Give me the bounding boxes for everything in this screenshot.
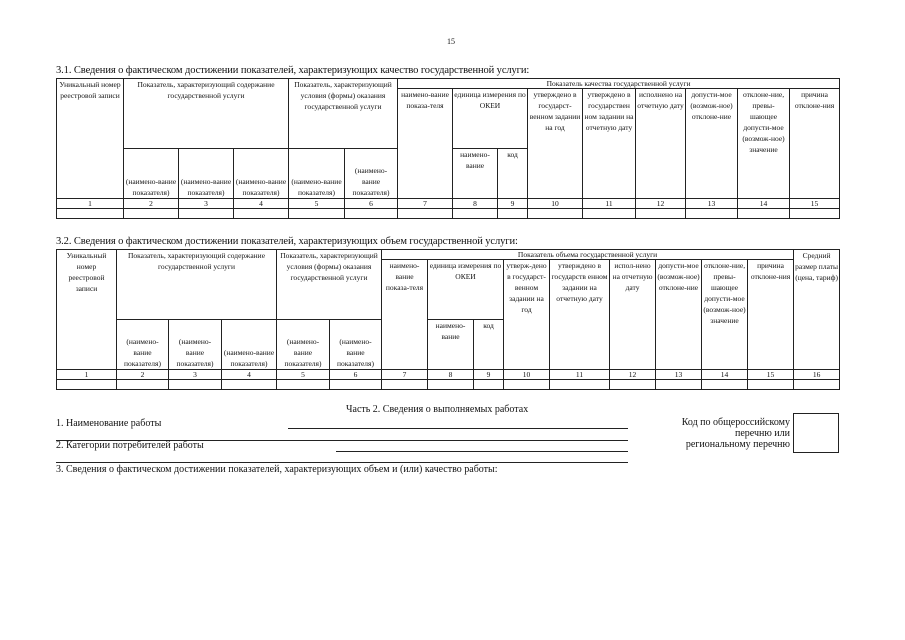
col-exceeding-deviation: отклоне-ние, превы-шающее допусти-мое (возмож-ное) значение [702,260,748,370]
col-average-fee: Средний размер платы (цена, тариф) [794,250,840,370]
col-unit-code: код [474,320,504,370]
column-number: 16 [794,370,840,380]
column-number: 5 [289,199,345,209]
column-number: 12 [610,370,656,380]
section-3-title: 3. Сведения о фактическом достижении показателей, характеризующих объем и (или) качество работы: [56,464,498,475]
sub-conditions-blank-2: (наимено-вание показателя) [345,149,398,199]
column-number: 3 [169,370,222,380]
col-quality-group: Показатель качества государственной услуги [398,79,840,89]
column-number: 7 [382,370,428,380]
quality-table [56,78,840,219]
column-number: 15 [748,370,794,380]
column-number: 11 [550,370,610,380]
col-approved-date: утверждено в государств енном задании на отчетную дату [550,260,610,370]
column-numbers-row [57,199,840,209]
col-service-content: Показатель, характеризующий содержание государственной услуги [124,79,289,149]
col-unit-name: наимено-вание [453,149,498,199]
code-label [640,417,790,450]
sub-content-blank-1: (наимено-вание показателя) [124,149,179,199]
sub-content-1: (наимено-вание показателя) [117,320,169,370]
column-number: 7 [398,199,453,209]
col-unit-code: код [498,149,528,199]
column-number: 14 [738,199,790,209]
page-number: 15 [447,37,455,46]
col-done: испол-нено на отчетную дату [610,260,656,370]
column-number: 9 [474,370,504,380]
work-name-label: 1. Наименование работы [56,418,162,429]
col-approved-date: утверждено в государствен ном задании на отчетную дату [583,89,636,199]
table-row [57,380,840,390]
part-2-title: Часть 2. Сведения о выполняемых работах [346,404,529,415]
section-3-1-title: 3.1. Сведения о фактическом достижении показателей, характеризующих качество государственной услуги: [56,65,530,76]
code-label-line-2: перечню или [734,428,790,439]
col-exceeding-deviation: отклоне-ние, превы-шающее допусти-мое (возмож-ное) значение [738,89,790,199]
code-input-box[interactable] [793,413,839,453]
column-number: 6 [345,199,398,209]
col-service-conditions: Показатель, характеризующий условия (формы) оказания государственной услуги [289,79,398,149]
column-number: 1 [57,199,124,209]
col-allowed-deviation: допусти-мое (возмож-ное) отклоне-ние [656,260,702,370]
sub-conditions-blank-1: (наимено-вание показателя) [289,149,345,199]
column-number: 8 [428,370,474,380]
column-number: 6 [330,370,382,380]
col-reason: причина отклоне-ния [790,89,840,199]
table-row [57,209,840,219]
column-numbers-row [57,370,840,380]
sub-content-3: (наимено-вание показателя) [222,320,277,370]
col-indicator-name: наимено-вание показа-теля [398,89,453,199]
col-indicator-name: наимено-вание показа-теля [382,260,428,370]
sub-conditions-2: (наимено-вание показателя) [330,320,382,370]
col-service-content: Показатель, характеризующий содержание государственной услуги [117,250,277,320]
column-number: 15 [790,199,840,209]
column-number: 3 [179,199,234,209]
col-unique-record: Уникальный номер реестровой записи [57,250,117,370]
col-unique-record: Уникальный номер реестровой записи [57,79,124,199]
column-number: 8 [453,199,498,209]
code-label-line-1: Код по общероссийскому [681,417,790,428]
column-number: 13 [686,199,738,209]
sub-content-blank-2: (наимено-вание показателя) [179,149,234,199]
code-label-line-3: региональному перечню [685,439,790,450]
col-allowed-deviation: допусти-мое (возмож-ное) отклоне-ние [686,89,738,199]
volume-table [56,249,840,390]
column-number: 10 [504,370,550,380]
column-number: 2 [124,199,179,209]
column-number: 14 [702,370,748,380]
column-number: 10 [528,199,583,209]
work-name-line[interactable] [288,428,628,429]
col-done: исполнено на отчетную дату [636,89,686,199]
column-number: 11 [583,199,636,209]
section-3-2-title: 3.2. Сведения о фактическом достижении показателей, характеризующих объем государственной услуги: [56,236,518,247]
column-number: 9 [498,199,528,209]
col-unit: единица измерения по ОКЕИ [453,89,528,149]
col-volume-group: Показатель объема государственной услуги [382,250,794,260]
col-service-conditions: Показатель, характеризующий условия (формы) оказания государственной услуги [277,250,382,320]
col-approved-year: утверж-дено в государст-венном задании на год [504,260,550,370]
categories-label: 2. Категории потребителей работы [56,440,204,451]
column-number: 12 [636,199,686,209]
column-number: 13 [656,370,702,380]
sub-content-2: (наимено-вание показателя) [169,320,222,370]
column-number: 4 [234,199,289,209]
column-number: 4 [222,370,277,380]
col-unit-name: наимено-вание [428,320,474,370]
col-unit: единица измерения по ОКЕИ [428,260,504,320]
col-reason: причина отклоне-ния [748,260,794,370]
column-number: 1 [57,370,117,380]
categories-line-2[interactable] [56,462,628,463]
col-approved-year: утверждено в государст-венном задании на год [528,89,583,199]
sub-content-blank-3: (наимено-вание показателя) [234,149,289,199]
column-number: 5 [277,370,330,380]
sub-conditions-1: (наимено-вание показателя) [277,320,330,370]
column-number: 2 [117,370,169,380]
categories-line[interactable] [336,451,628,452]
